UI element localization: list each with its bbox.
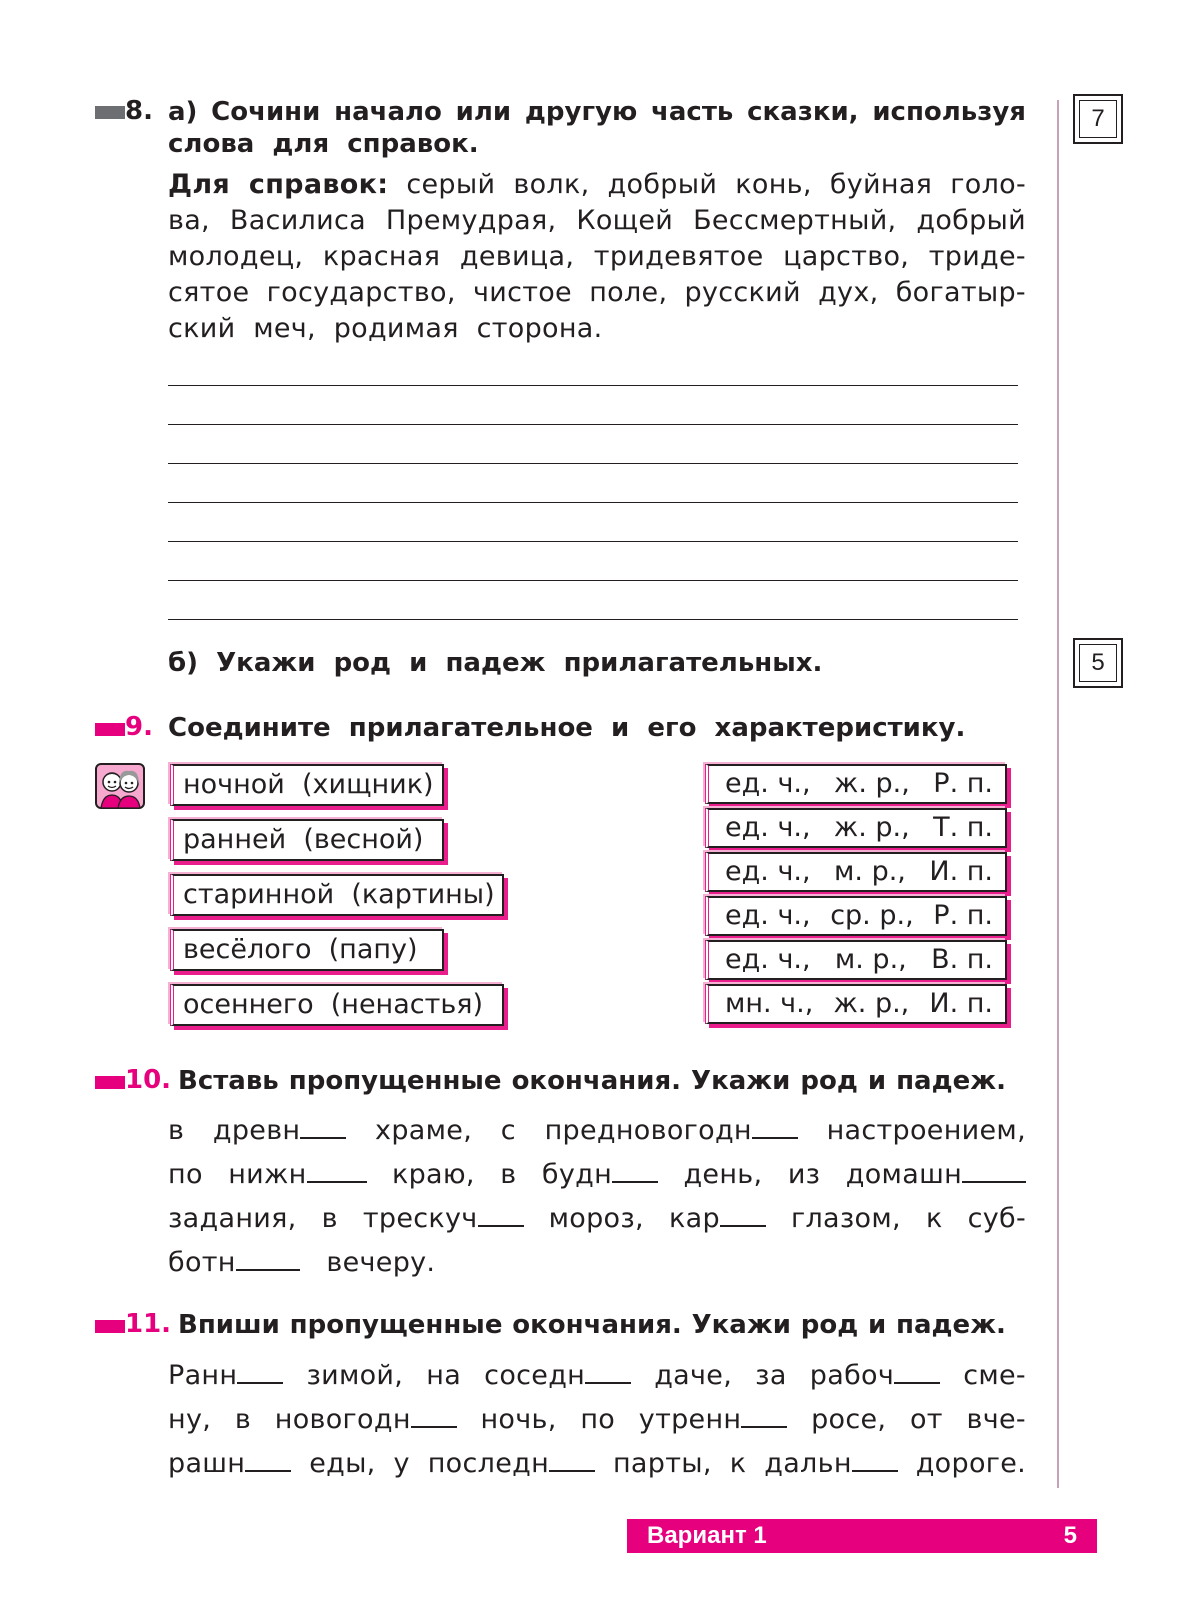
- page-number: 5: [1063, 1522, 1077, 1549]
- answer-line-2[interactable]: [168, 424, 1018, 425]
- adjective-card-1[interactable]: ночной (хищник): [170, 764, 444, 806]
- task9-marker: [95, 723, 125, 736]
- variant-label: Вариант 1: [647, 1522, 767, 1549]
- adjective-card-3[interactable]: старинной (картины): [170, 874, 504, 916]
- answer-line-1[interactable]: [168, 385, 1018, 386]
- task9-heading: Соедините прилагательное и его характеристику.: [168, 713, 966, 743]
- answer-line-6[interactable]: [168, 580, 1018, 581]
- task11-line-3: рашн еды, у последн парты, к дальн дороге.: [168, 1448, 1027, 1479]
- ending-blank[interactable]: [307, 1161, 367, 1183]
- answer-line-3[interactable]: [168, 463, 1018, 464]
- task8-marker: [95, 106, 125, 119]
- ending-blank[interactable]: [300, 1117, 346, 1139]
- task10-number: 10.: [125, 1065, 172, 1095]
- task11-exercise: [168, 1354, 1026, 1486]
- reference-line-1: Для справок: серый волк, добрый конь, буйная голо-: [168, 169, 1027, 200]
- task10-line-2: по нижн краю, в будн день, из домашн: [168, 1153, 1026, 1197]
- task10-line-4: ботн вечеру.: [168, 1247, 436, 1278]
- pair-work-icon: [95, 763, 145, 809]
- ending-blank[interactable]: [741, 1406, 787, 1428]
- reference-label: Для справок:: [168, 169, 389, 200]
- task11-line-1: Ранн зимой, на соседн даче, за рабоч сме-: [168, 1360, 1026, 1391]
- task10-line-3: задания, в трескуч мороз, кар глазом, к суб-: [168, 1203, 1027, 1234]
- task8-reference: [168, 167, 1026, 347]
- task11-line-2: ну, в новогодн ночь, по утренн росе, от вче-: [168, 1404, 1026, 1435]
- answer-line-4[interactable]: [168, 502, 1018, 503]
- ending-blank[interactable]: [478, 1205, 524, 1227]
- score-box-task8b: 5: [1073, 638, 1123, 688]
- ending-blank[interactable]: [852, 1450, 898, 1472]
- task11-marker: [95, 1320, 125, 1333]
- footer-bar: [627, 1519, 1097, 1553]
- reference-line-3: молодец, красная девица, тридевятое царство, триде-: [168, 241, 1026, 272]
- ending-blank[interactable]: [411, 1406, 457, 1428]
- ending-blank[interactable]: [245, 1450, 291, 1472]
- ending-blank[interactable]: [894, 1362, 940, 1384]
- answer-line-5[interactable]: [168, 541, 1018, 542]
- reference-line-4: сятое государство, чистое поле, русский дух, богатыр-: [168, 277, 1026, 308]
- task8-part-b: б) Укажи род и падеж прилагательных.: [168, 648, 823, 678]
- adjective-card-4[interactable]: весёлого (папу): [170, 929, 444, 971]
- adjective-card-5[interactable]: осеннего (ненастья): [170, 984, 504, 1026]
- task8-heading-line1: а) Сочини начало или другую часть сказки, используя: [168, 97, 1027, 127]
- task11-number: 11.: [125, 1309, 172, 1339]
- ending-blank[interactable]: [720, 1205, 766, 1227]
- characteristic-card-4[interactable]: ед. ч., ср. р., Р. п.: [705, 896, 1007, 936]
- answer-line-7[interactable]: [168, 619, 1018, 620]
- characteristic-card-2[interactable]: ед. ч., ж. р., Т. п.: [705, 808, 1007, 848]
- score-box-task8a: 7: [1073, 94, 1123, 144]
- task10-line-1: в древн храме, с предновогодн настроением,: [168, 1115, 1026, 1146]
- characteristic-card-6[interactable]: мн. ч., ж. р., И. п.: [705, 984, 1007, 1024]
- margin-line: [1057, 100, 1059, 1488]
- ending-blank[interactable]: [236, 1249, 300, 1271]
- reference-line-2: ва, Василиса Премудрая, Кощей Бессмертный, добрый: [168, 205, 1027, 236]
- adjective-card-2[interactable]: ранней (весной): [170, 819, 444, 861]
- task11-heading: Впиши пропущенные окончания. Укажи род и падеж.: [178, 1310, 1006, 1340]
- task10-exercise: [168, 1109, 1026, 1285]
- ending-blank[interactable]: [549, 1450, 595, 1472]
- task10-marker: [95, 1076, 125, 1089]
- characteristic-card-5[interactable]: ед. ч., м. р., В. п.: [705, 940, 1007, 980]
- ending-blank[interactable]: [752, 1117, 798, 1139]
- task8-number: 8.: [125, 96, 153, 126]
- characteristic-card-3[interactable]: ед. ч., м. р., И. п.: [705, 852, 1007, 892]
- task9-number: 9.: [125, 712, 153, 742]
- characteristic-card-1[interactable]: ед. ч., ж. р., Р. п.: [705, 764, 1007, 804]
- ending-blank[interactable]: [585, 1362, 631, 1384]
- task8-heading-line2: слова для справок.: [168, 129, 479, 159]
- task10-heading: Вставь пропущенные окончания. Укажи род и падеж.: [178, 1066, 1006, 1096]
- ending-blank[interactable]: [962, 1161, 1026, 1183]
- reference-line-5: ский меч, родимая сторона.: [168, 313, 603, 344]
- ending-blank[interactable]: [237, 1362, 283, 1384]
- ending-blank[interactable]: [612, 1161, 658, 1183]
